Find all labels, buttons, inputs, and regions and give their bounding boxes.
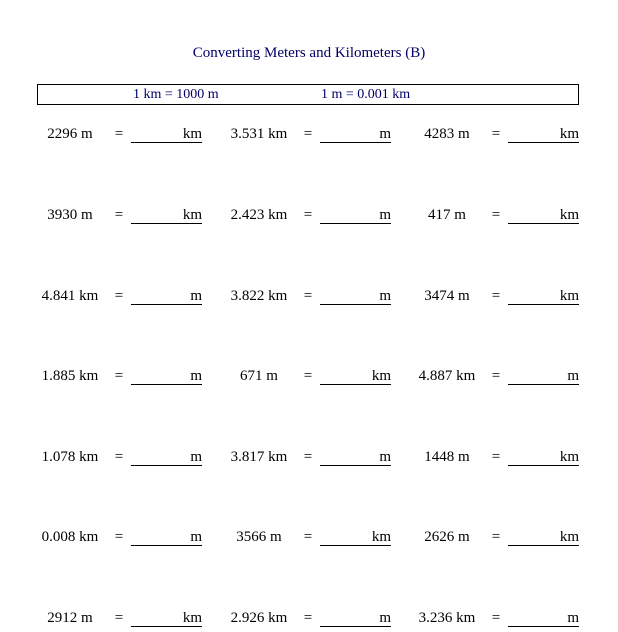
- answer-blank[interactable]: [320, 610, 391, 627]
- target-unit: m: [190, 288, 202, 304]
- conversion-problem: [37, 449, 227, 471]
- target-unit: km: [559, 529, 579, 545]
- given-value: 2.926 km: [230, 610, 288, 626]
- conversion-m-to-km: 1 m = 0.001 km: [321, 87, 411, 102]
- equals-sign: =: [114, 368, 124, 384]
- conversion-problem: [37, 610, 227, 632]
- equals-sign: =: [303, 368, 313, 384]
- equals-sign: =: [114, 610, 124, 626]
- conversion-problem: [226, 368, 416, 390]
- equals-sign: =: [114, 449, 124, 465]
- conversion-problem: [414, 207, 604, 229]
- answer-blank[interactable]: [320, 449, 391, 466]
- equals-sign: =: [114, 288, 124, 304]
- target-unit: m: [190, 449, 202, 465]
- given-value: 3.531 km: [230, 126, 288, 142]
- given-value: 3930 m: [47, 207, 93, 223]
- answer-blank[interactable]: [320, 207, 391, 224]
- answer-blank[interactable]: [320, 288, 391, 305]
- given-value: 671 m: [240, 368, 278, 384]
- answer-blank[interactable]: [508, 529, 579, 546]
- target-unit: km: [371, 529, 391, 545]
- given-value: 1448 m: [424, 449, 470, 465]
- target-unit: m: [190, 529, 202, 545]
- given-value: 2296 m: [47, 126, 93, 142]
- answer-blank[interactable]: [131, 529, 202, 546]
- problem-row: [0, 207, 618, 229]
- answer-blank[interactable]: [131, 368, 202, 385]
- equals-sign: =: [303, 207, 313, 223]
- conversion-problem: [414, 288, 604, 310]
- given-value: 1.885 km: [41, 368, 99, 384]
- conversion-problem: [414, 126, 604, 148]
- target-unit: km: [559, 207, 579, 223]
- conversion-problem: [37, 207, 227, 229]
- target-unit: m: [379, 449, 391, 465]
- conversion-problem: [414, 610, 604, 632]
- answer-blank[interactable]: [131, 126, 202, 143]
- answer-blank[interactable]: [131, 610, 202, 627]
- answer-blank[interactable]: [508, 610, 579, 627]
- answer-blank[interactable]: [131, 288, 202, 305]
- equals-sign: =: [491, 449, 501, 465]
- target-unit: m: [379, 126, 391, 142]
- equals-sign: =: [114, 529, 124, 545]
- given-value: 2626 m: [424, 529, 470, 545]
- answer-blank[interactable]: [320, 368, 391, 385]
- conversion-problem: [414, 368, 604, 390]
- conversion-problem: [37, 288, 227, 310]
- answer-blank[interactable]: [131, 207, 202, 224]
- target-unit: km: [371, 368, 391, 384]
- target-unit: km: [559, 449, 579, 465]
- problem-row: [0, 449, 618, 471]
- conversion-problem: [226, 610, 416, 632]
- problem-row: [0, 368, 618, 390]
- target-unit: m: [567, 368, 579, 384]
- equals-sign: =: [114, 126, 124, 142]
- equals-sign: =: [491, 368, 501, 384]
- conversion-problem: [226, 529, 416, 551]
- conversion-problem: [226, 207, 416, 229]
- target-unit: m: [567, 610, 579, 626]
- equals-sign: =: [303, 610, 313, 626]
- given-value: 4283 m: [424, 126, 470, 142]
- target-unit: m: [190, 368, 202, 384]
- given-value: 4.841 km: [41, 288, 99, 304]
- given-value: 3.822 km: [230, 288, 288, 304]
- given-value: 2912 m: [47, 610, 93, 626]
- answer-blank[interactable]: [320, 529, 391, 546]
- answer-blank[interactable]: [508, 449, 579, 466]
- given-value: 3566 m: [236, 529, 282, 545]
- answer-blank[interactable]: [508, 126, 579, 143]
- given-value: 4.887 km: [418, 368, 476, 384]
- equals-sign: =: [114, 207, 124, 223]
- given-value: 3474 m: [424, 288, 470, 304]
- conversion-problem: [37, 126, 227, 148]
- target-unit: km: [559, 126, 579, 142]
- problem-row: [0, 610, 618, 632]
- given-value: 417 m: [428, 207, 466, 223]
- problem-row: [0, 288, 618, 310]
- conversion-problem: [37, 368, 227, 390]
- target-unit: m: [379, 207, 391, 223]
- worksheet-title: Converting Meters and Kilometers (B): [192, 45, 426, 61]
- given-value: 2.423 km: [230, 207, 288, 223]
- answer-blank[interactable]: [131, 449, 202, 466]
- equals-sign: =: [491, 529, 501, 545]
- given-value: 1.078 km: [41, 449, 99, 465]
- answer-blank[interactable]: [320, 126, 391, 143]
- equals-sign: =: [303, 529, 313, 545]
- equals-sign: =: [303, 449, 313, 465]
- equals-sign: =: [491, 610, 501, 626]
- conversion-problem: [414, 529, 604, 551]
- answer-blank[interactable]: [508, 207, 579, 224]
- equals-sign: =: [303, 126, 313, 142]
- target-unit: km: [182, 207, 202, 223]
- equals-sign: =: [491, 126, 501, 142]
- given-value: 0.008 km: [41, 529, 99, 545]
- equals-sign: =: [303, 288, 313, 304]
- given-value: 3.817 km: [230, 449, 288, 465]
- equals-sign: =: [491, 207, 501, 223]
- target-unit: km: [182, 126, 202, 142]
- answer-blank[interactable]: [508, 368, 579, 385]
- conversion-problem: [414, 449, 604, 471]
- conversion-problem: [226, 126, 416, 148]
- answer-blank[interactable]: [508, 288, 579, 305]
- target-unit: m: [379, 610, 391, 626]
- problem-row: [0, 529, 618, 551]
- conversion-km-to-m: 1 km = 1000 m: [133, 87, 219, 102]
- problem-row: [0, 126, 618, 148]
- conversion-problem: [226, 449, 416, 471]
- given-value: 3.236 km: [418, 610, 476, 626]
- target-unit: km: [559, 288, 579, 304]
- conversion-problem: [226, 288, 416, 310]
- conversion-problem: [37, 529, 227, 551]
- target-unit: km: [182, 610, 202, 626]
- equals-sign: =: [491, 288, 501, 304]
- target-unit: m: [379, 288, 391, 304]
